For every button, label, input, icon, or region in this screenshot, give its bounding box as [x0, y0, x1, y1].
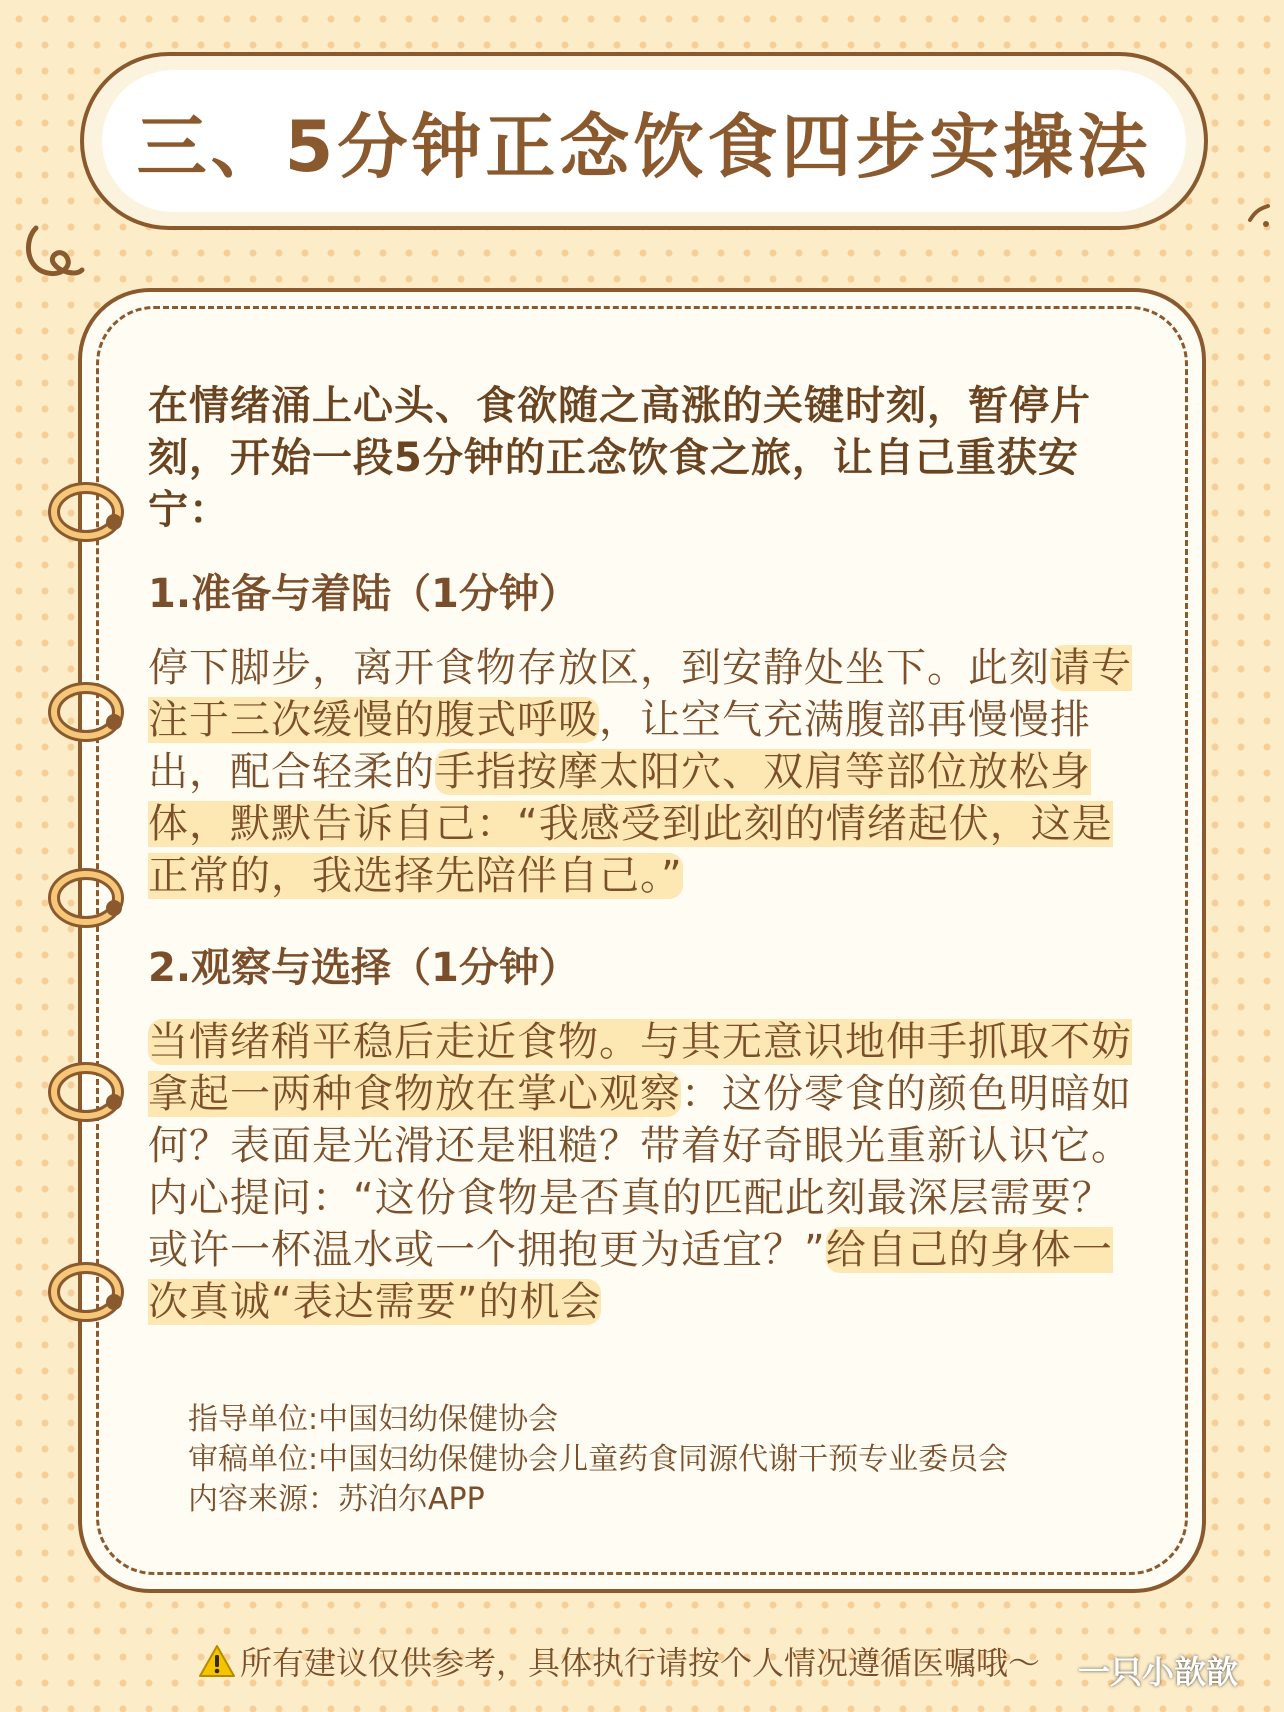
watermark: 一只小歆歆: [1078, 1653, 1239, 1691]
credit-guidance: 指导单位:中国妇幼保健协会: [188, 1402, 559, 1437]
disclaimer-text: 所有建议仅供参考，具体执行请按个人情况遵循医嘱哦～: [240, 1644, 1041, 1682]
credits-block: [188, 1400, 1008, 1520]
title-banner: [80, 52, 1208, 230]
step-2-highlight-2: 给自己的身体一次真诚“表达需要”的机会: [148, 1227, 1113, 1325]
step-2-heading: 2.观察与选择（1分钟）: [148, 945, 579, 991]
binder-ring-icon: [48, 1262, 130, 1322]
disclaimer: [198, 1638, 1040, 1684]
step-1-highlight-2: 手指按摩太阳穴、双肩等部位放松身体，默默告诉自己：“我感受到此刻的情绪起伏，这是正常的，我选择先陪伴自己。”: [148, 749, 1113, 899]
step-1-heading: 1.准备与着陆（1分钟）: [148, 571, 579, 617]
step-2-highlight: 当情绪稍平稳后走近食物。与其无意识地伸手抓取不妨拿起一两种食物放在掌心观察: [148, 1019, 1132, 1117]
binder-ring-icon: [48, 682, 130, 742]
page-title: 三、5分钟正念饮食四步实操法: [136, 105, 1152, 188]
step-1-highlight: 请专注于三次缓慢的腹式呼吸: [148, 645, 1132, 743]
sparkle-decoration-icon: [1244, 202, 1274, 232]
credit-review: 审稿单位:中国妇幼保健协会儿童药食同源代谢干预专业委员会: [188, 1442, 1009, 1477]
warning-icon: [198, 1644, 236, 1678]
title-banner-inner: [102, 70, 1186, 212]
step-1-text: 停下脚步，离开食物存放区，到安静处坐下。此刻: [148, 645, 1050, 691]
step-2-body: [148, 1016, 1148, 1328]
intro-paragraph: 在情绪涌上心头、食欲随之高涨的关键时刻，暂停片刻，开始一段5分钟的正念饮食之旅，让自己重获安宁：: [148, 383, 1091, 533]
card-content: [148, 380, 1148, 1328]
binder-ring-icon: [48, 868, 130, 928]
step-2-text-middle: ：这份零食的颜色明暗如何？表面是光滑还是粗糙？带着好奇眼光重新认识它。内心提问：“这份食物是否真的匹配此刻最深层需要？或许一杯温水或一个拥抱更为适宜？”: [148, 1071, 1132, 1273]
step-1-body: [148, 642, 1148, 902]
binder-ring-icon: [48, 1062, 130, 1122]
credit-source: 内容来源：苏泊尔APP: [188, 1482, 485, 1517]
binder-ring-icon: [48, 482, 130, 542]
step-1-text-middle: ，让空气充满腹部再慢慢排出，配合轻柔的: [148, 697, 1091, 795]
swirl-decoration-icon: [22, 222, 86, 286]
